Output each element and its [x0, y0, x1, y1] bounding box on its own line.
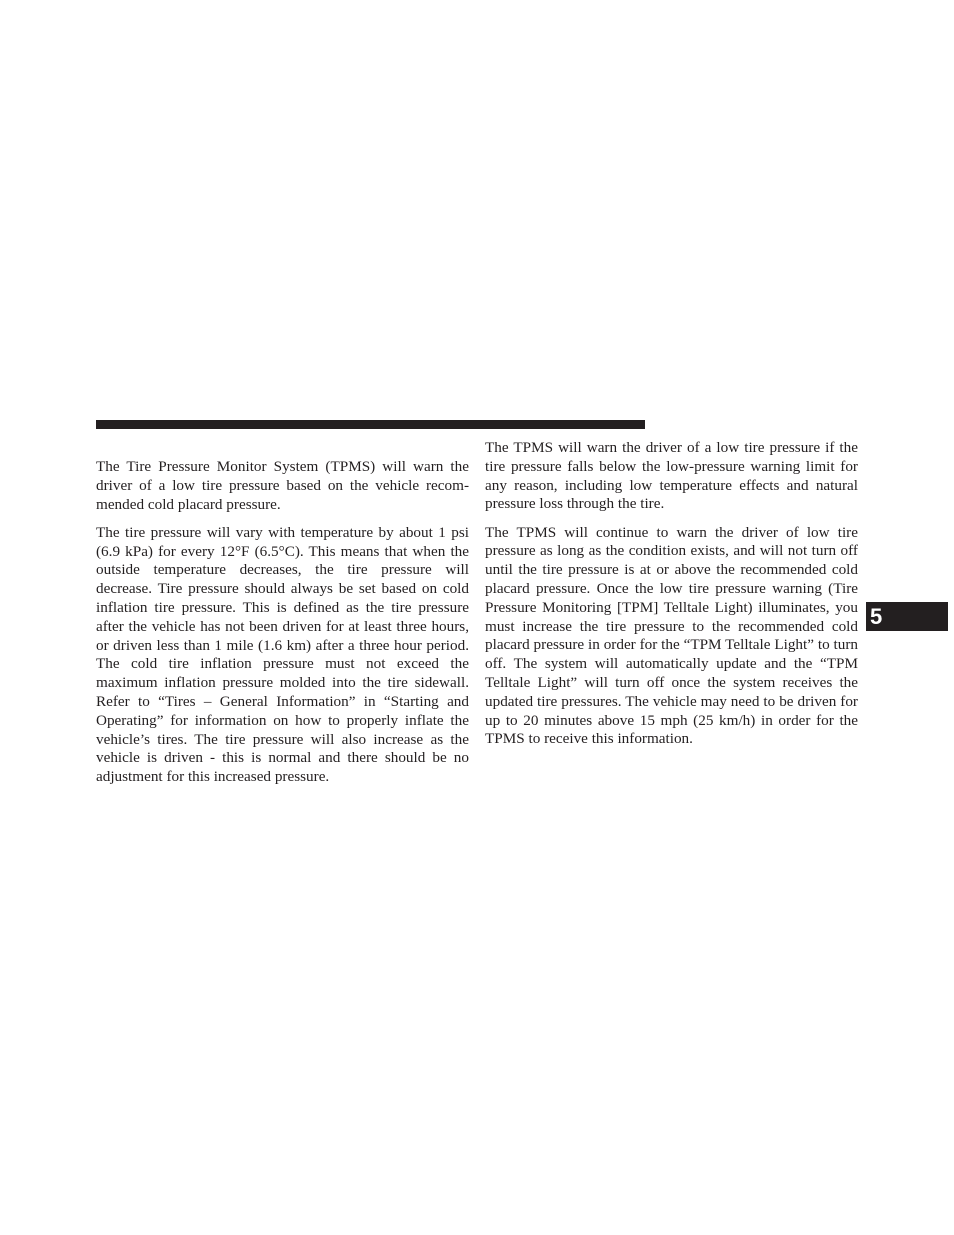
chapter-number: 5	[870, 604, 883, 629]
left-column	[96, 458, 469, 796]
chapter-tab	[866, 602, 948, 631]
paragraph: The TPMS will warn the driver of a low tire pressure if the tire pressure falls below the low-pressure warning limit for any reason, including low temperature effects and natural pressure loss through the tire.	[485, 439, 858, 513]
right-column	[485, 439, 858, 759]
paragraph: The tire pressure will vary with temperature by about 1 psi (6.9 kPa) for every 12°F (6.5°C). This means that when the outside temperature decreases, the tire pressure will decrease. Tire pressure should always be set based on cold inflation tire pressure. This is defined as the tire pressure after the vehicle has not been driven for at least three hours, or driven less than 1 mile (1.6 km) after a three hour period. The cold tire inflation pressure must not exceed the maximum inflation pressure molded into the tire sidewall. Refer to “Tires – General Information” in “Starting and Operating” for information on how to properly inflate the vehicle’s tires. The tire pressure will also increase as the vehicle is driven - this is normal and there should be no adjustment for this increased pressure.	[96, 523, 469, 786]
section-rule	[96, 420, 645, 429]
paragraph: The TPMS will continue to warn the driver of low tire pressure as long as the condition exists, and will not turn off until the tire pressure is at or above the recommended cold placard pressure. Once the low tire pressure warning (Tire Pressure Monitoring [TPM] Telltale Light) illuminates, you must increase the tire pressure to the recommended cold placard pressure in order for the “TPM Telltale Light” to turn off. The system will automatically update and the “TPM Telltale Light” will turn off once the system receives the updated tire pressures. The vehicle may need to be driven for up to 20 minutes above 15 mph (25 km/h) in order for the TPMS to receive this information.	[485, 523, 858, 748]
paragraph: The Tire Pressure Monitor System (TPMS) will warn the driver of a low tire pressure based on the vehicle recommended cold placard pressure.	[96, 458, 469, 513]
